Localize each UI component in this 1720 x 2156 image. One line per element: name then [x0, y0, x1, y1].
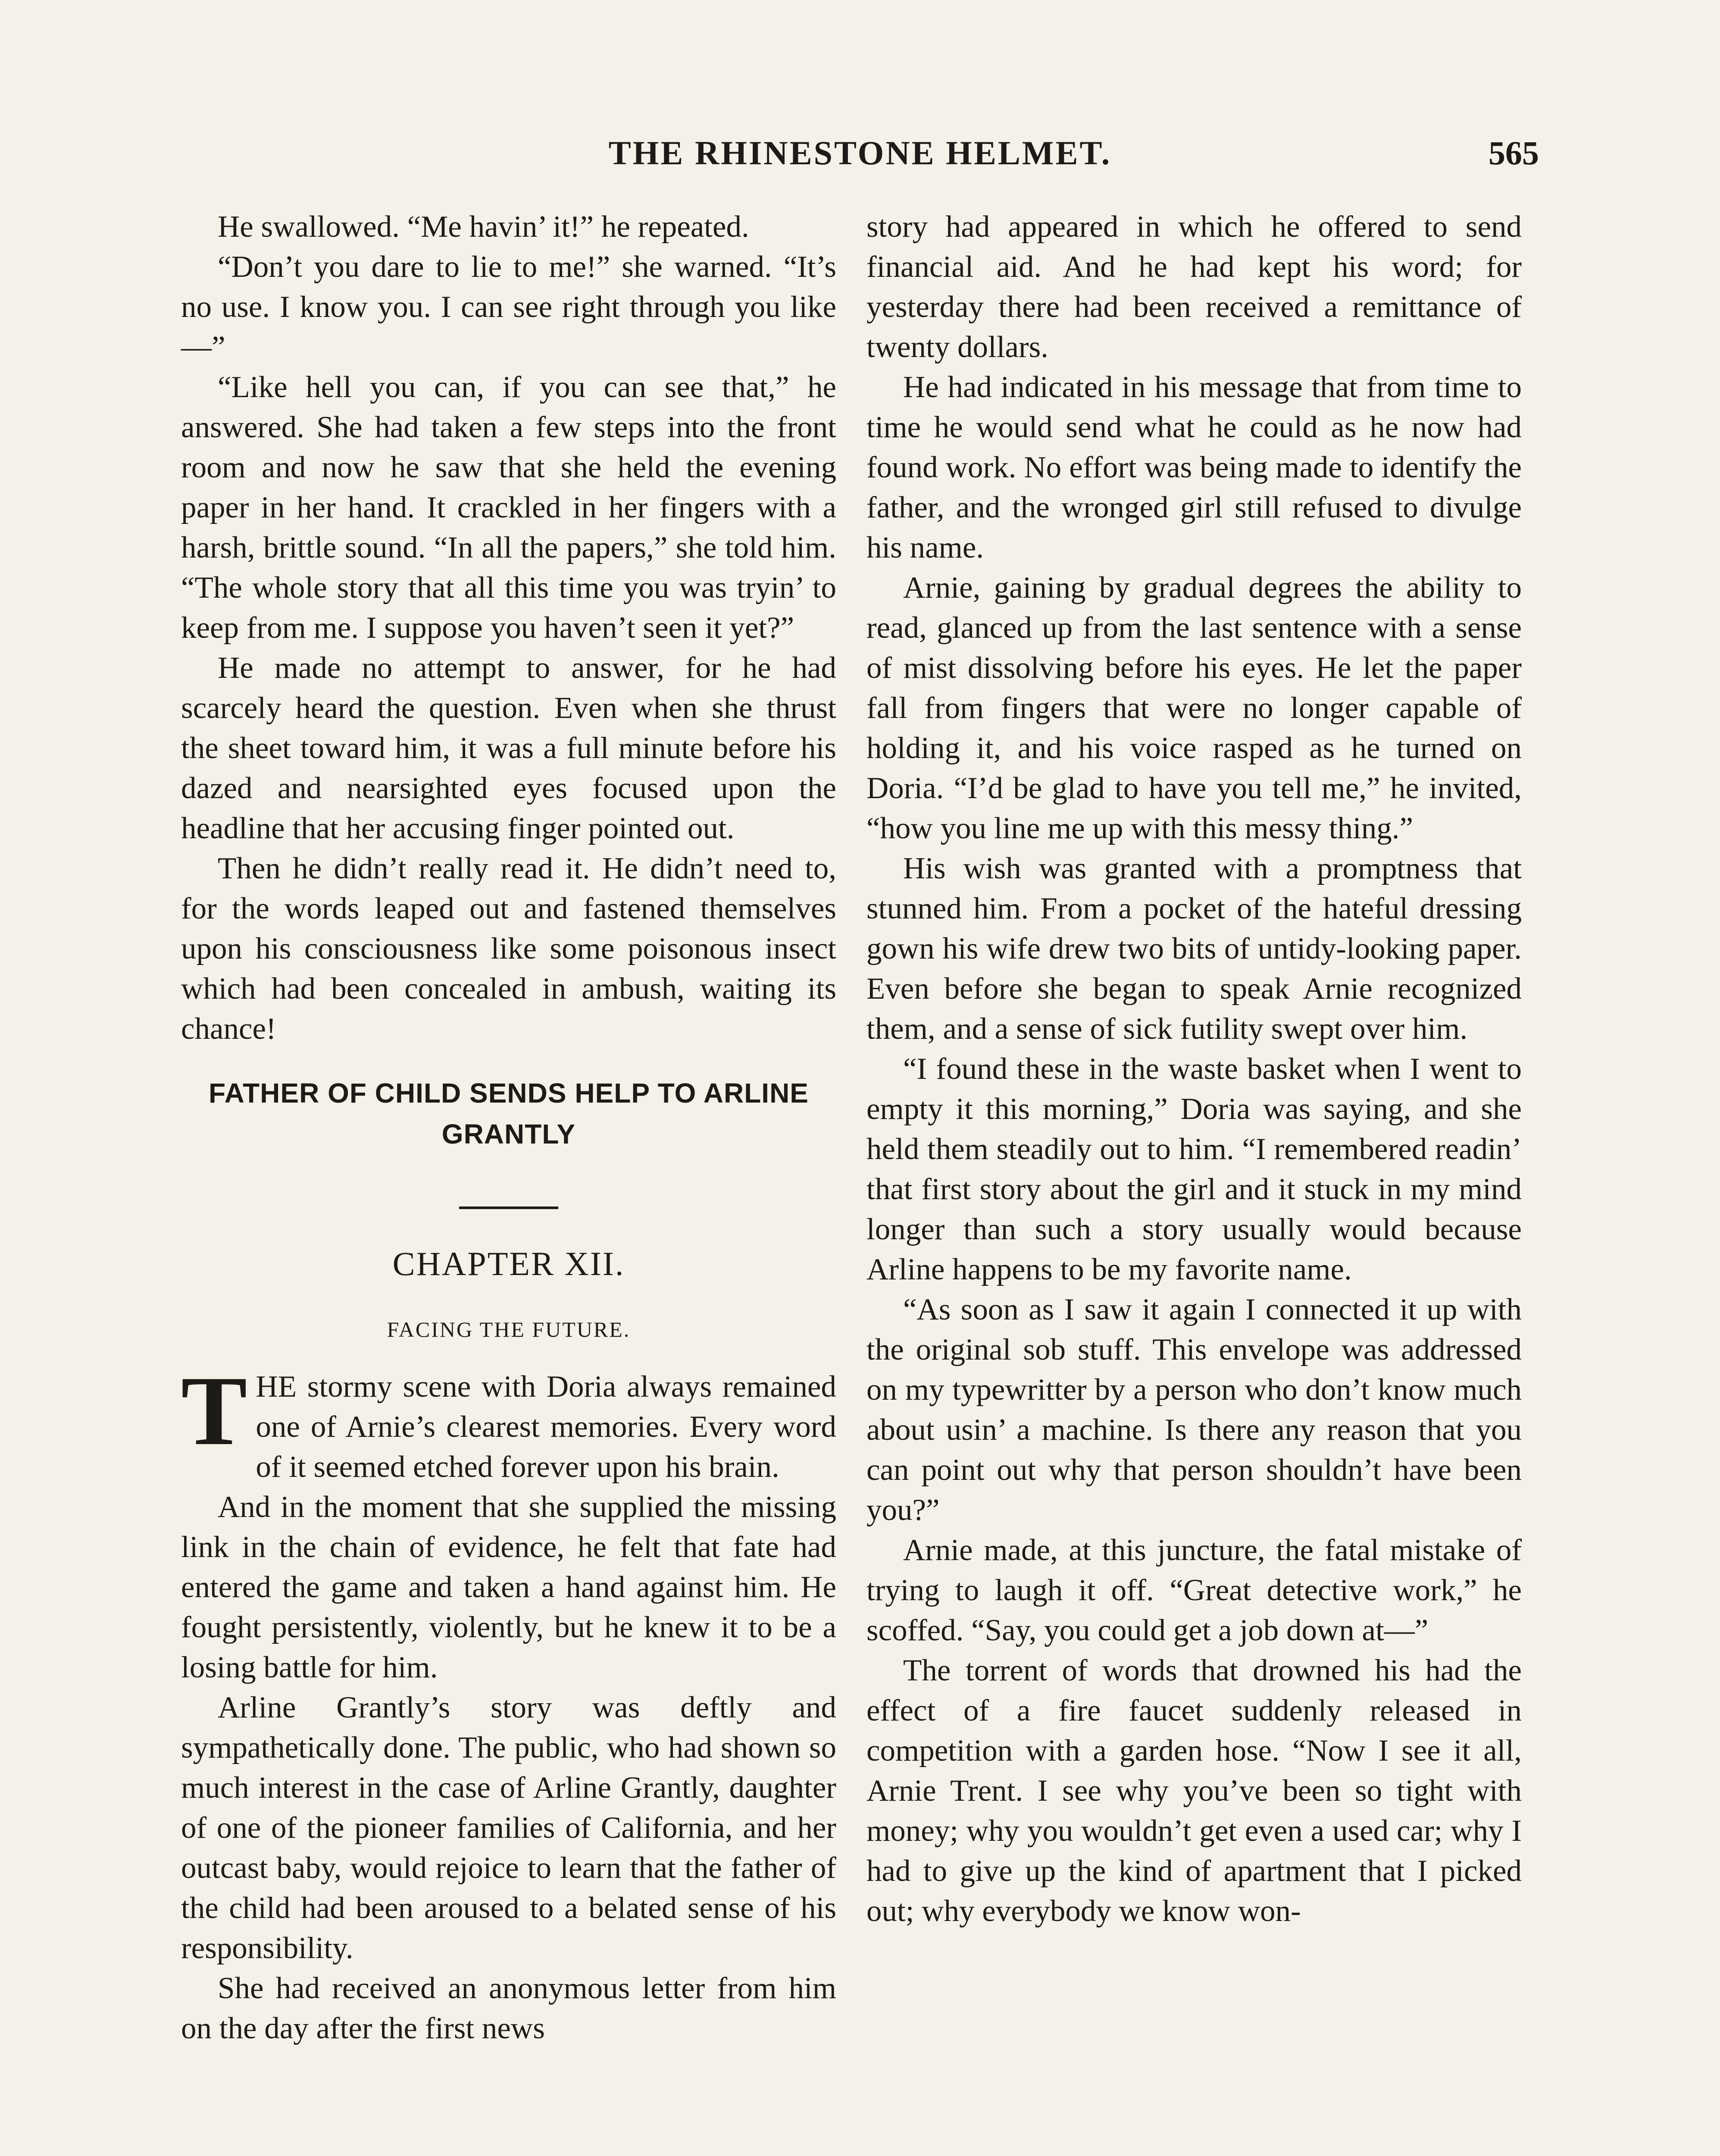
newspaper-headline: FATHER OF CHILD SENDS HELP TO ARLINE GRANTLY — [209, 1078, 809, 1150]
chapter-opening-paragraph — [181, 1356, 836, 1487]
chapter-title: CHAPTER XII. — [392, 1245, 625, 1282]
paragraph: “Like hell you can, if you can see that,” he answered. She had taken a few steps into the front room and now he saw that she held the evening paper in her hand. It crackled in her fingers with a harsh, brittle sound. “In all the papers,” she told him. “The whole story that all this time you was tryin’ to keep from me. I suppose you haven’t seen it yet?” — [181, 370, 836, 645]
running-head — [181, 134, 1539, 181]
paragraph: He swallowed. “Me havin’ it!” he repeated. — [218, 210, 749, 244]
chapter-opening-text: HE stormy scene with Doria always remained one of Arnie’s clearest memories. Every word of it seemed etched forever upon his brain. — [256, 1370, 836, 1484]
paragraph: “I found these in the waste basket when I went to empty it this morning,” Doria was saying, and she held them steadily out to him. “I remembered readin’ that first story about the girl and it stuck in my mind longer than such a story usually would because Arline happens to be my favorite name. — [866, 1052, 1522, 1286]
running-title: THE RHINESTONE HELMET. — [608, 134, 1112, 172]
paragraph: His wish was granted with a promptness that stunned him. From a pocket of the hateful dressing gown his wife drew two bits of untidy-looking paper. Even before she began to speak Arnie recognized them, and a sense of sick futility swept over him. — [866, 852, 1522, 1046]
paragraph: The torrent of words that drowned his had the effect of a fire faucet suddenly released in competition with a garden hose. “Now I see it all, Arnie Trent. I see why you’ve been so tight with money; why you wouldn’t get even a used car; why I had to give up the kind of apartment that I picked out; why everybody we know won- — [866, 1654, 1522, 1928]
drop-cap: T — [181, 1356, 247, 1466]
right-column — [866, 207, 1522, 1931]
paragraph: “As soon as I saw it again I connected it up with the original sob stuff. This envelope was addressed on my typewritter by a person who don’t know much about usin’ a machine. Is there any reason that you can point out why that person shouldn’t have been you?” — [866, 1293, 1522, 1527]
paragraph: Arline Grantly’s story was deftly and sympathetically done. The public, who had shown so much interest in the case of Arline Grantly, daughter of one of the pioneer families of California, and her outcast baby, would rejoice to learn that the father of the child had been aroused to a belated sense of his responsibility. — [181, 1691, 836, 1965]
paragraph: And in the moment that she supplied the missing link in the chain of evidence, he felt that fate had entered the game and taken a hand against him. He fought persistently, violently, but he knew it to be a losing battle for him. — [181, 1490, 836, 1684]
paragraph: Then he didn’t really read it. He didn’t need to, for the words leaped out and fastened themselves upon his consciousness like some poisonous insect which had been concealed in ambush, waiting its chance! — [181, 852, 836, 1046]
left-column — [181, 207, 836, 2049]
paragraph: She had received an anonymous letter from him on the day after the first news — [181, 1971, 836, 2045]
paragraph: “Don’t you dare to lie to me!” she warned. “It’s no use. I know you. I can see right through you like—” — [181, 250, 836, 364]
page-number: 565 — [1489, 134, 1539, 172]
paragraph: He made no attempt to answer, for he had scarcely heard the question. Even when she thrust the sheet toward him, it was a full minute before his dazed and nearsighted eyes focused upon the headline that her accusing finger pointed out. — [181, 651, 836, 845]
paragraph: Arnie made, at this juncture, the fatal mistake of trying to laugh it off. “Great detective work,” he scoffed. “Say, you could get a job down at—” — [866, 1533, 1522, 1647]
chapter-subtitle: FACING THE FUTURE. — [387, 1317, 631, 1341]
paragraph: Arnie, gaining by gradual degrees the ability to read, glanced up from the last sentence with a sense of mist dissolving before his eyes. He let the paper fall from fingers that were no longer capable of holding it, and his voice rasped as he turned on Doria. “I’d be glad to have you tell me,” he invited, “how you line me up with this messy thing.” — [866, 571, 1522, 845]
section-divider — [459, 1206, 558, 1209]
continued-paragraph: story had appeared in which he offered to send financial aid. And he had kept his word; for yesterday there had been received a remittance of twenty dollars. — [866, 210, 1522, 364]
paragraph: He had indicated in his message that from time to time he would send what he could as he now had found work. No effort was being made to identify the father, and the wronged girl still refused to divulge his name. — [866, 370, 1522, 564]
